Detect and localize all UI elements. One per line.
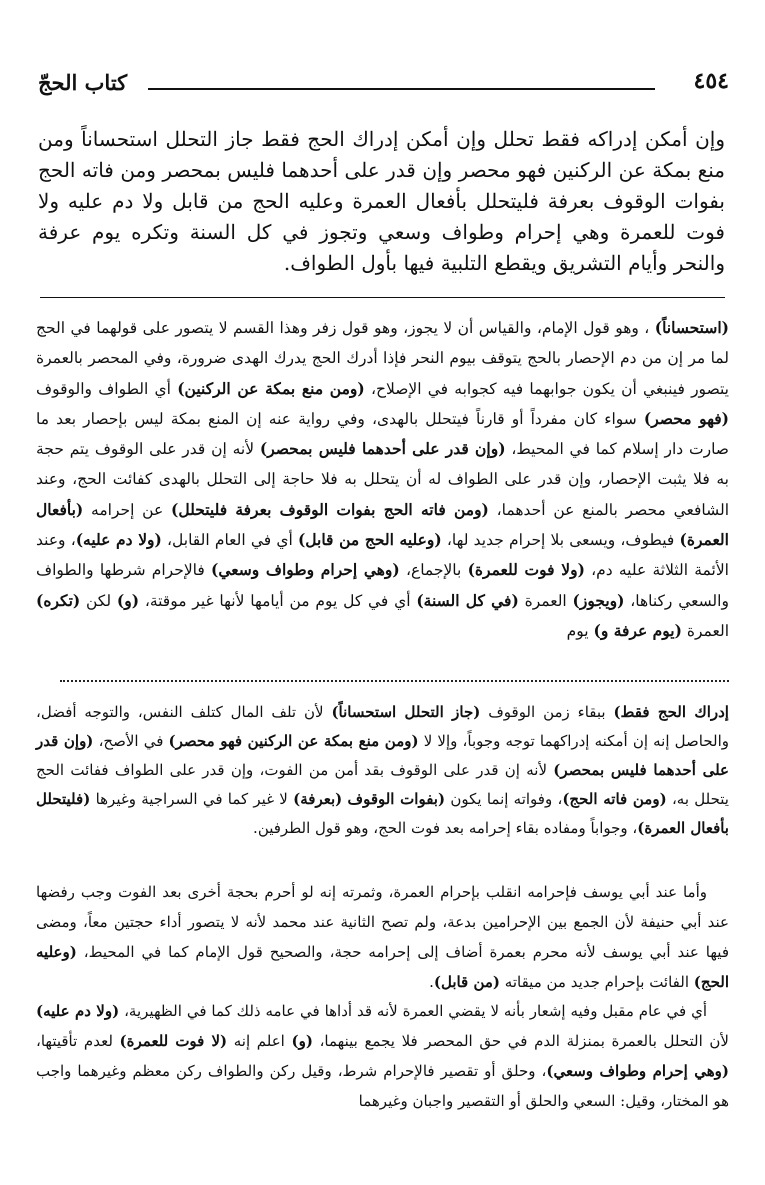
commentary-text: يوم — [566, 621, 589, 640]
quoted-main-text: (ومن فاته الحج بفوات الوقوف بعرفة فليتحلل) — [171, 499, 489, 519]
commentary-text: لأن التحلل بالعمرة بمنزلة الدم في حق المحصر فلا يجمع بينهما، — [319, 1032, 729, 1050]
commentary-text: لكن — [86, 591, 112, 610]
commentary-text: اعلم إنه — [233, 1032, 285, 1050]
commentary-section-3 — [36, 877, 729, 997]
quoted-main-text: (بعرفة) — [293, 790, 343, 808]
commentary-text: بالإجماع، — [405, 561, 462, 580]
commentary-section-1 — [36, 313, 729, 646]
commentary-text: ، وهو قول الإمام، والقياس أن لا يجوز، وهو قول زفر وهذا القسم لا يتصور على قولهما في الحج لما مر إن من دم الإحصار بالحج يتوقف بيوم النحر فإذا أدرك الحج يدرك الهدى ضرورة، وفي المحصر بالعمرة يتصور فينبغي أن يكون جوابهما فيه كجوابه في الإصلاح، — [36, 319, 729, 398]
quoted-main-text: (في كل السنة) — [416, 590, 519, 610]
quoted-main-text: (وعليه الحج من قابل) — [297, 530, 442, 550]
quoted-main-text: (تكره) — [36, 590, 81, 610]
commentary-text: أي في كل يوم من أيامها لأنها غير موقتة، — [144, 591, 411, 610]
commentary-text: أي في عام مقبل وفيه إشعار بأنه لا يقضي العمرة لأنه قد أداها في عامه ذلك كما في الظهيرية، — [124, 1002, 707, 1020]
dotted-divider — [60, 680, 729, 694]
commentary-text: أي الطواف والوقوف — [36, 379, 171, 398]
commentary-paragraph — [36, 698, 729, 843]
quoted-main-text: (بفوات الوقوف — [347, 790, 446, 808]
commentary-paragraph — [36, 996, 729, 1116]
commentary-text: الفائت بإحرام جديد من ميقاته — [504, 973, 690, 991]
quoted-main-text: (ويجوز) — [572, 590, 625, 610]
commentary-paragraph — [36, 313, 729, 646]
commentary-text: ، وحلق أو تقصير فالإحرام شرط، وقيل ركن والطواف ركن معظم وغيرهما واجب هو المختار، وقيل: السعي والحلق أو التقصير واجبان وغيرهما — [36, 1062, 729, 1110]
commentary-text: لأن تلف المال كتلف النفس، والتوجه أفضل، والحاصل إنه إن أمكنه إدراكهما توجه وجوباً، وإلا لا — [36, 703, 729, 750]
commentary-text: أي في العام القابل، — [167, 531, 293, 550]
quoted-main-text: (ومن فاته الحج) — [562, 790, 667, 808]
quoted-main-text: (فليتحلل بأفعال العمرة) — [36, 790, 729, 837]
commentary-text: لأنه إن قدر على الوقوف بقد أمن من الفوت، وإن قدر على الطواف ففائت الحج يتحلل به، — [36, 761, 729, 808]
commentary-text: سواء كان مفرداً أو قارناً فيتحلل بالهدى، وفي رواية عنه إن المنع بمكة ليس بإحصار بعد ما صارت دار إسلام كما في المحيط، — [36, 409, 729, 459]
quoted-main-text: (ولا دم عليه) — [36, 1002, 120, 1020]
quoted-main-text: إدراك الحج فقط) — [613, 703, 729, 721]
main-text-divider — [40, 297, 725, 298]
commentary-text: ، وفواته إنما يكون — [450, 790, 563, 808]
commentary-section-4 — [36, 996, 729, 1116]
quoted-main-text: (جاز التحلل استحساناً) — [331, 703, 481, 721]
commentary-text: ، وعند الأئمة الثلاثة عليه دم، — [36, 531, 729, 580]
commentary-text: العمرة — [524, 591, 567, 610]
quoted-main-text: (فهو محصر) — [643, 408, 729, 428]
commentary-text: لا غير كما في السراجية وغيرها — [95, 790, 288, 808]
quoted-main-text: (استحساناً) — [654, 318, 729, 337]
quoted-main-text: (ولا دم عليه) — [75, 530, 162, 550]
quoted-main-text: (و) — [116, 590, 140, 610]
quoted-main-text: (لا فوت للعمرة) — [119, 1032, 228, 1050]
header-rule — [148, 88, 655, 90]
commentary-paragraph — [36, 877, 729, 997]
commentary-text: العمرة — [686, 621, 729, 640]
commentary-text: لأنه إن قدر على الوقوف يتم حجة به فلا يثبت الإحصار، وإن قدر على الطواف له أن يتحلل به فلا حاجة إلى التحلل بالهدى كفائت الحج، وعند الشافعي محصر بالمنع عن أحدهما، — [36, 440, 730, 519]
quoted-main-text: (وهي إحرام وطواف وسعي) — [211, 560, 400, 580]
commentary-text: ، وجواباً ومفاده بقاء إحرامه بعد فوت الحج، وهو قول الطرفين. — [253, 819, 638, 837]
quoted-main-text: (وهي إحرام وطواف وسعي) — [546, 1062, 729, 1080]
main-text-block — [38, 124, 725, 279]
page-number: ٤٥٤ — [693, 68, 729, 94]
commentary-text: فالإحرام شرطها والطواف والسعي ركناها، — [36, 561, 729, 610]
commentary-text: في الأصح، — [98, 732, 164, 750]
page-header — [38, 68, 729, 102]
main-text-paragraph: وإن أمكن إدراكه فقط تحلل وإن أمكن إدراك الحج فقط جاز التحلل استحساناً ومن منع بمكة عن الركنين فهو محصر وإن قدر على أحدهما فليس بمحصر ومن فاته الحج بفوات الوقوف بعرفة فليتحلل بأفعال العمرة وعليه الحج من قابل ولا دم عليه ولا فوت للعمرة وهي إحرام وطواف وسعي وتجوز في كل السنة وتكره يوم عرفة والنحر وأيام التشريق ويقطع التلبية فيها بأول الطواف. — [38, 127, 725, 275]
running-title: كتاب الحجّ — [38, 70, 128, 95]
commentary-text: لعدم تأقيتها، — [36, 1032, 113, 1050]
commentary-text: عن إحرامه — [91, 500, 164, 519]
commentary-section-2 — [36, 698, 729, 843]
quoted-main-text: (وإن قدر على أحدهما فليس بمحصر) — [36, 732, 729, 779]
quoted-main-text: (ومن منع بمكة عن الركنين فهو محصر) — [168, 732, 419, 750]
commentary-text: وأما عند أبي يوسف فإحرامه انقلب بإحرام العمرة، وثمرته إنه لو أحرم بحجة أخرى بعد الفوت وجب رفضها عند أبي حنيفة لأن الجمع بين الإحرامين بدعة، ولم تصح الثانية عند محمد لأنه لا يتصور أداء حجتين معاً، ومضى فيها عند أبي يوسف لأنه محرم بعمرة أضاف إلى إحرامه حجة، والصحيح قول الإمام كما في المحيط، — [36, 883, 729, 961]
quoted-main-text: (بأفعال العمرة) — [36, 499, 729, 550]
commentary-text: فيطوف، ويسعى بلا إحرام جديد لها، — [446, 531, 675, 550]
commentary-text: . — [429, 973, 434, 991]
quoted-main-text: (و) — [291, 1032, 313, 1050]
quoted-main-text: (ولا فوت للعمرة) — [467, 560, 585, 580]
commentary-text: ببقاء زمن الوقوف — [488, 703, 606, 721]
quoted-main-text: (يوم عرفة و) — [593, 620, 682, 640]
quoted-main-text: (من قابل) — [433, 973, 501, 991]
quoted-main-text: (وعليه الحج) — [36, 943, 729, 991]
quoted-main-text: (ومن منع بمكة عن الركنين) — [177, 378, 365, 398]
quoted-main-text: (وإن قدر على أحدهما فليس بمحصر) — [259, 439, 506, 459]
